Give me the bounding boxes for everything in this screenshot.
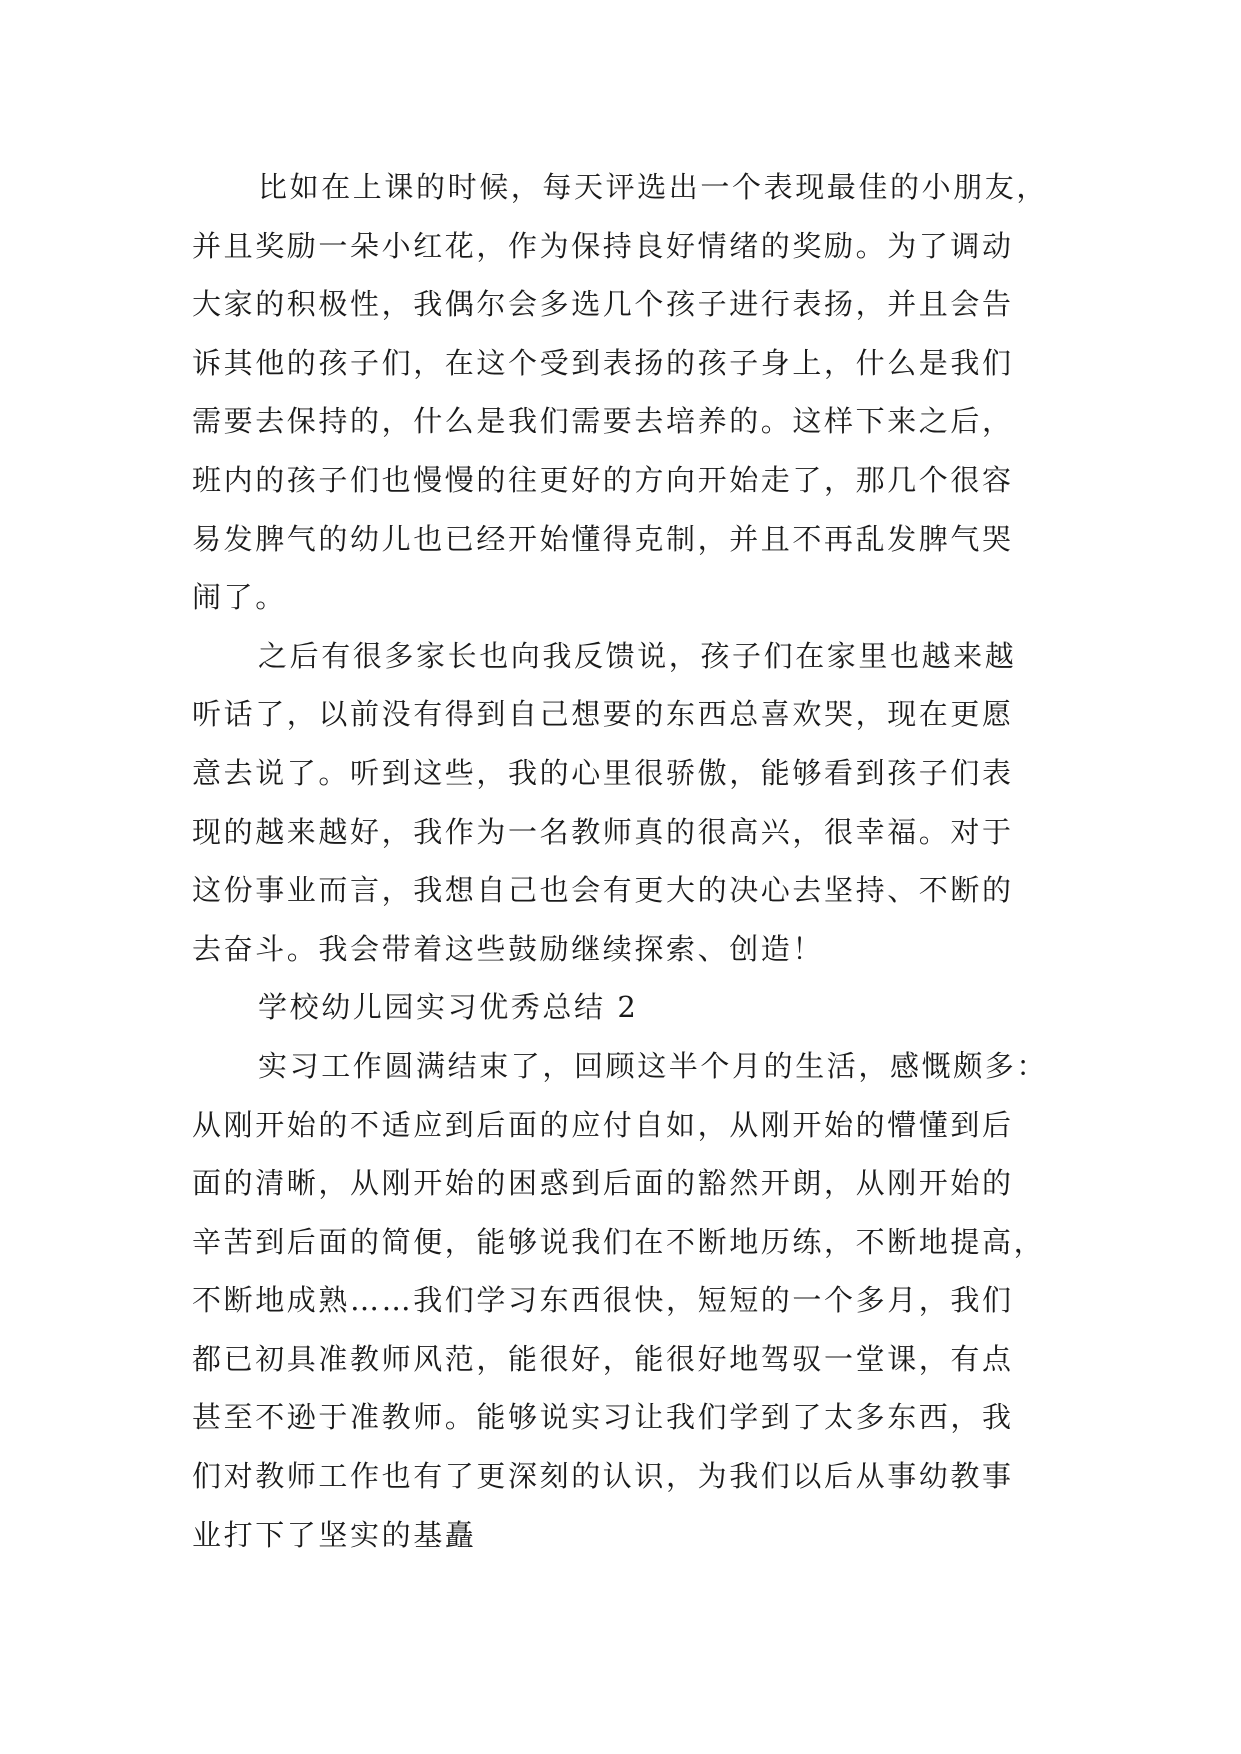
paragraph-1-line-5: 需要去保持的，什么是我们需要去培养的。这样下来之后， [192,404,1014,439]
paragraph-1-line-3: 大家的积极性，我偶尔会多选几个孩子进行表扬，并且会告 [192,287,1014,322]
paragraph-2-line-5: 这份事业而言，我想自己也会有更大的决心去坚持、不断的 [192,873,1014,908]
paragraph-2-line-4: 现的越来越好，我作为一名教师真的很高兴，很幸福。对于 [192,814,1014,849]
paragraph-3-line-7: 甚至不逊于准教师。能够说实习让我们学到了太多东西，我 [192,1400,1014,1435]
paragraph-3-line-9: 业打下了坚实的基矗 [192,1517,477,1552]
paragraph-1-line-8: 闹了。 [192,580,287,615]
paragraph-1-line-7: 易发脾气的幼儿也已经开始懂得克制，并且不再乱发脾气哭 [192,521,1014,556]
paragraph-3-line-4: 辛苦到后面的简便，能够说我们在不断地历练，不断地提高， [192,1224,1046,1259]
paragraph-3-line-2: 从刚开始的不适应到后面的应付自如，从刚开始的懵懂到后 [192,1107,1014,1142]
paragraph-1-line-4: 诉其他的孩子们，在这个受到表扬的孩子身上，什么是我们 [192,345,1014,380]
paragraph-2-line-3: 意去说了。听到这些，我的心里很骄傲，能够看到孩子们表 [192,755,1014,790]
paragraph-2-line-6: 去奋斗。我会带着这些鼓励继续探索、创造！ [192,931,825,966]
paragraph-1-line-6: 班内的孩子们也慢慢的往更好的方向开始走了，那几个很容 [192,462,1014,497]
paragraph-2-line-1: 之后有很多家长也向我反馈说，孩子们在家里也越来越 [258,638,1017,673]
paragraph-2-line-2: 听话了，以前没有得到自己想要的东西总喜欢哭，现在更愿 [192,697,1014,732]
paragraph-3-line-5: 不断地成熟……我们学习东西很快，短短的一个多月，我们 [192,1283,1014,1318]
paragraph-1-line-2: 并且奖励一朵小红花，作为保持良好情绪的奖励。为了调动 [192,228,1014,263]
paragraph-3-line-3: 面的清晰，从刚开始的困惑到后面的豁然开朗，从刚开始的 [192,1166,1014,1201]
paragraph-3-line-8: 们对教师工作也有了更深刻的认识，为我们以后从事幼教事 [192,1459,1014,1494]
paragraph-1-line-1: 比如在上课的时候，每天评选出一个表现最佳的小朋友， [258,170,1049,204]
body-text [192,158,1092,1564]
paragraph-3-line-1: 实习工作圆满结束了，回顾这半个月的生活，感慨颇多： [258,1048,1049,1083]
section-heading: 学校幼儿园实习优秀总结 2 [258,990,639,1025]
paragraph-3-line-6: 都已初具准教师风范，能很好，能很好地驾驭一堂课，有点 [192,1341,1014,1376]
